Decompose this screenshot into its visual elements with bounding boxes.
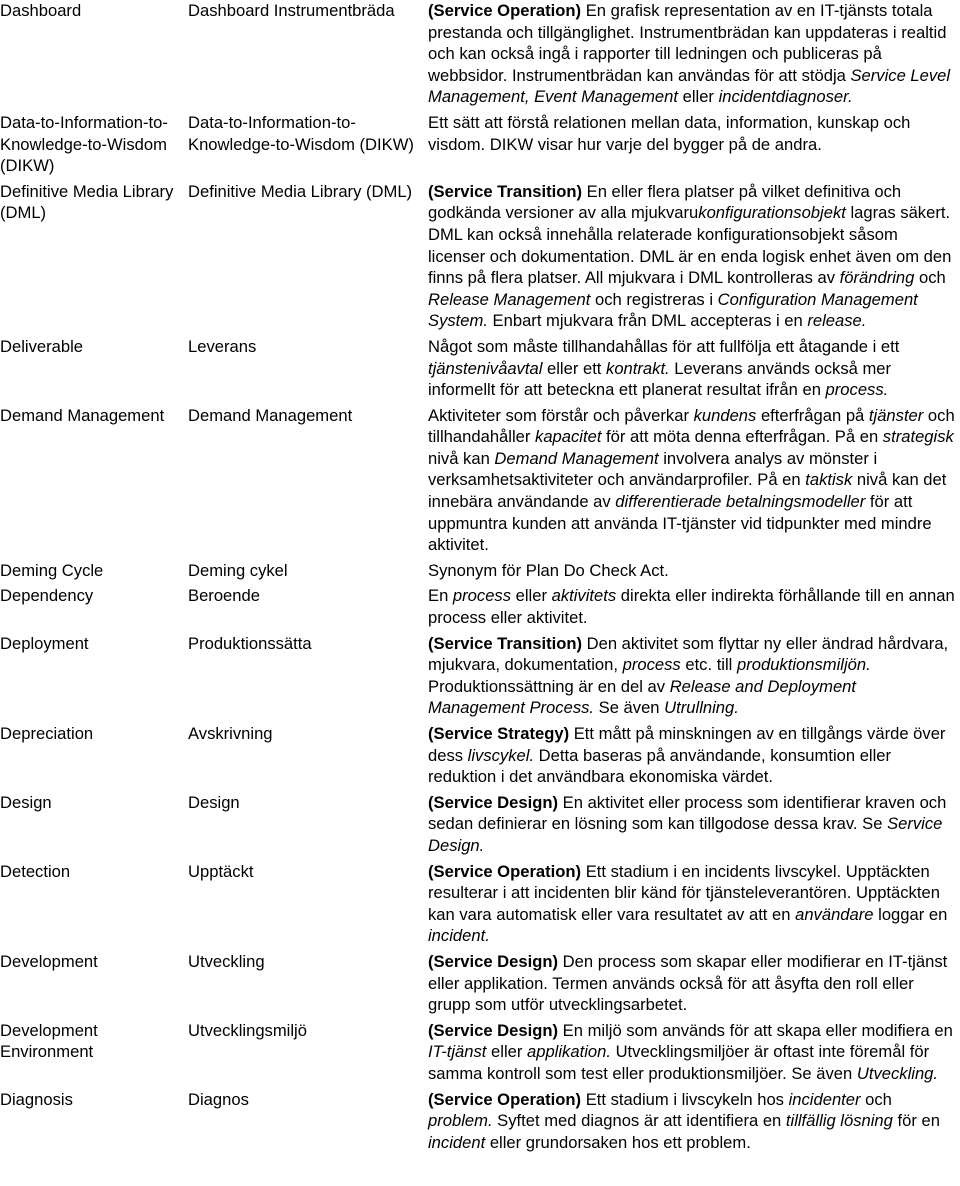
term-definition	[428, 951, 960, 1020]
definition-text: Enbart mjukvara från DML accepteras i en	[487, 311, 808, 331]
definition-text: Den process som skapar eller modifierar en IT-tjänst eller applikation. Termen används också för att åsyfta den roll eller grupp som utför utvecklingsarbetet.	[428, 951, 948, 1015]
term-definition	[428, 0, 960, 112]
definition-emphasis: tjänster	[868, 405, 924, 425]
definition-text: eller ett	[542, 358, 607, 378]
term-english: Detection	[0, 861, 71, 881]
term-english: Diagnosis	[0, 1089, 73, 1109]
glossary-row	[0, 405, 960, 560]
term-swedish: Leverans	[188, 336, 257, 356]
definition-emphasis: konfigurationsobjekt	[698, 203, 846, 223]
definition-emphasis: Service Design.	[428, 814, 943, 855]
definition-emphasis: Configuration Management System.	[428, 289, 918, 331]
term-swedish: Utvecklingsmiljö	[188, 1020, 307, 1040]
term-english: Development Environment	[0, 1020, 98, 1062]
definition-text: eller	[677, 87, 719, 107]
glossary-row	[0, 560, 960, 586]
definition-text: Se även	[594, 698, 665, 718]
term-definition	[428, 112, 960, 181]
definition-text: involvera analys av mönster i verksamhetsaktiviteter och användarprofiler. På en	[428, 448, 878, 490]
definition-text: och registreras i	[590, 289, 718, 309]
definition-emphasis: process	[452, 586, 512, 606]
term-swedish: Utveckling	[188, 951, 265, 971]
definition-emphasis: Utveckling.	[856, 1063, 939, 1083]
term-definition	[428, 560, 960, 586]
definition-text: Leverans används också mer informellt för att beteckna ett planerat resultat ifrån en	[428, 358, 892, 400]
glossary-row	[0, 0, 960, 112]
term-definition	[428, 861, 960, 951]
definition-source-tag: (Service Operation)	[428, 1089, 582, 1109]
definition-emphasis: taktisk	[805, 470, 853, 490]
definition-emphasis: Release Management	[428, 289, 591, 309]
term-swedish: Design	[188, 792, 240, 812]
definition-emphasis: tillfällig lösning	[785, 1111, 893, 1131]
definition-text: Syftet med diagnos är att identifiera en	[492, 1111, 786, 1131]
definition-emphasis: användare	[795, 904, 874, 924]
definition-text: Ett sätt att förstå relationen mellan data, information, kunskap och visdom. DIKW visar hur varje del bygger på de andra.	[428, 112, 911, 154]
definition-emphasis: livscykel.	[467, 745, 535, 765]
glossary-row	[0, 633, 960, 723]
glossary-row	[0, 861, 960, 951]
definition-emphasis: tjänstenivåavtal	[428, 358, 543, 378]
term-english: Dependency	[0, 586, 94, 606]
definition-text: Ett stadium i livscykeln hos	[581, 1089, 789, 1109]
definition-text: Aktiviteter som förstår och påverkar	[428, 405, 694, 425]
definition-source-tag: (Service Design)	[428, 792, 559, 812]
definition-source-tag: (Service Operation)	[428, 1, 582, 20]
term-definition	[428, 792, 960, 861]
definition-text: En grafisk representation av en IT-tjänsts totala prestanda och tillgänglighet. Instrumentbrädan kan uppdateras i realtid och kan också ingå i rapporter till ledningen och publiceras på webbsidor. Instrumentbrädan kan användas för att stödja	[428, 1, 947, 85]
glossary-row	[0, 723, 960, 792]
definition-emphasis: kapacitet	[535, 427, 602, 447]
definition-emphasis: Demand Management	[494, 448, 659, 468]
definition-emphasis: strategisk	[882, 427, 954, 447]
definition-text: direkta eller indirekta förhållande till en annan process eller aktivitet.	[428, 586, 955, 628]
definition-text: Utvecklingsmiljöer är oftast inte föremål för samma kontroll som test eller produktionsmiljöer. Se även	[428, 1042, 930, 1083]
term-swedish: Demand Management	[188, 405, 353, 425]
term-swedish: Produktionssätta	[188, 633, 312, 653]
definition-source-tag: (Service Strategy)	[428, 724, 570, 743]
term-definition	[428, 336, 960, 405]
definition-emphasis: incidentdiagnoser.	[718, 87, 853, 107]
glossary-row	[0, 1020, 960, 1089]
glossary-row	[0, 181, 960, 336]
term-definition	[428, 1020, 960, 1089]
definition-source-tag: (Service Transition)	[428, 633, 583, 653]
definition-text: Produktionssättning är en del av	[428, 676, 670, 696]
definition-text: etc. till	[680, 655, 737, 675]
term-english: Design	[0, 792, 52, 812]
definition-text: nivå kan det innebära användande av	[428, 470, 947, 512]
term-swedish: Diagnos	[188, 1089, 249, 1109]
definition-text: och	[914, 268, 946, 288]
definition-emphasis: differentierade betalningsmodeller	[615, 492, 866, 512]
definition-text: eller grundorsaken hos ett problem.	[485, 1132, 751, 1152]
term-swedish: Upptäckt	[188, 861, 254, 881]
definition-text: Ett mått på minskningen av en tillgångs värde över dess	[428, 724, 946, 765]
definition-text: och tillhandahåller	[428, 405, 955, 447]
term-english: Data-to-Information-to-Knowledge-to-Wisdom (DIKW)	[0, 112, 168, 176]
term-english: Deployment	[0, 633, 89, 653]
term-definition	[428, 181, 960, 336]
glossary-row	[0, 585, 960, 632]
definition-text: efterfrågan på	[756, 405, 869, 425]
definition-text: En miljö som används för att skapa eller modifiera en	[558, 1020, 953, 1040]
definition-emphasis: release.	[807, 311, 867, 331]
definition-source-tag: (Service Design)	[428, 951, 559, 971]
term-swedish: Data-to-Information-to-Knowledge-to-Wisdom (DIKW)	[188, 112, 414, 154]
definition-emphasis: process	[622, 655, 681, 675]
definition-emphasis: incidenter	[788, 1089, 861, 1109]
definition-text: Den aktivitet som flyttar ny eller ändrad hårdvara, mjukvara, dokumentation,	[428, 633, 949, 675]
term-swedish: Beroende	[188, 586, 260, 606]
definition-text: och	[860, 1089, 892, 1109]
definition-text: eller	[486, 1042, 527, 1062]
definition-emphasis: process.	[825, 380, 889, 400]
definition-text: för att uppmuntra kunden att använda IT-tjänster vid tidpunkter med mindre aktivitet.	[428, 492, 932, 555]
definition-emphasis: problem.	[428, 1111, 493, 1131]
definition-emphasis: kontrakt.	[606, 358, 670, 378]
definition-source-tag: (Service Design)	[428, 1020, 559, 1040]
definition-emphasis: kundens	[693, 405, 757, 425]
definition-emphasis: förändring	[839, 268, 915, 288]
definition-text: En	[428, 586, 453, 606]
definition-source-tag: (Service Transition)	[428, 181, 583, 201]
glossary-row	[0, 792, 960, 861]
definition-text: En eller flera platser på vilket definitiva och godkända versioner av alla mjukvaru	[428, 181, 902, 223]
definition-emphasis: applikation.	[527, 1042, 611, 1062]
glossary-row	[0, 112, 960, 181]
term-english: Deming Cycle	[0, 560, 104, 580]
term-definition	[428, 1089, 960, 1155]
definition-source-tag: (Service Operation)	[428, 861, 582, 881]
definition-text: Detta baseras på användande, konsumtion eller reduktion i det användbara ekonomiska värdet.	[428, 745, 892, 787]
term-definition	[428, 405, 960, 560]
term-english: Depreciation	[0, 724, 94, 743]
glossary-row	[0, 951, 960, 1020]
definition-text: En aktivitet eller process som identifierar kraven och sedan definierar en lösning som kan tillgodose dessa krav. Se	[428, 792, 947, 834]
definition-text: Något som måste tillhandahållas för att fullfölja ett åtagande i ett	[428, 336, 900, 356]
term-english: Dashboard	[0, 1, 82, 20]
term-definition	[428, 585, 960, 632]
definition-emphasis: Service Level Management, Event Management	[428, 65, 951, 107]
definition-emphasis: Utrullning.	[664, 698, 739, 718]
term-english: Development	[0, 951, 98, 971]
definition-emphasis: aktivitets	[551, 586, 617, 606]
term-swedish: Dashboard Instrumentbräda	[188, 1, 395, 20]
term-swedish: Definitive Media Library (DML)	[188, 181, 413, 201]
term-english: Deliverable	[0, 336, 84, 356]
term-english: Demand Management	[0, 405, 165, 425]
definition-text: lagras säkert. DML kan också innehålla relaterade konfigurationsobjekt såsom licenser och dokumentation. DML är en enda logisk enhet även om den finns på flera platser. All mjukvara i DML kontrolleras av	[428, 203, 952, 288]
term-swedish: Avskrivning	[188, 724, 273, 743]
definition-emphasis: IT-tjänst	[428, 1042, 487, 1062]
term-definition	[428, 633, 960, 723]
definition-text: eller	[511, 586, 552, 606]
glossary-row	[0, 1089, 960, 1155]
glossary-row	[0, 336, 960, 405]
definition-emphasis: Release and Deployment Management Process.	[428, 676, 857, 718]
term-definition	[428, 723, 960, 792]
definition-text: Synonym för Plan Do Check Act.	[428, 560, 669, 580]
definition-emphasis: incident	[428, 1132, 486, 1152]
definition-emphasis: produktionsmiljön.	[736, 655, 871, 675]
term-swedish: Deming cykel	[188, 560, 288, 580]
definition-text: nivå kan	[428, 448, 495, 468]
definition-text: Ett stadium i en incidents livscykel. Upptäckten resulterar i att incidenten blir känd för tjänsteleverantören. Upptäckten kan vara automatisk eller vara resultatet av att en	[428, 861, 940, 924]
definition-text: för att möta denna efterfrågan. På en	[601, 427, 883, 447]
term-english: Definitive Media Library (DML)	[0, 181, 174, 223]
definition-text: loggar en	[873, 904, 948, 924]
definition-emphasis: incident.	[428, 926, 490, 946]
definition-text: för en	[892, 1111, 940, 1131]
